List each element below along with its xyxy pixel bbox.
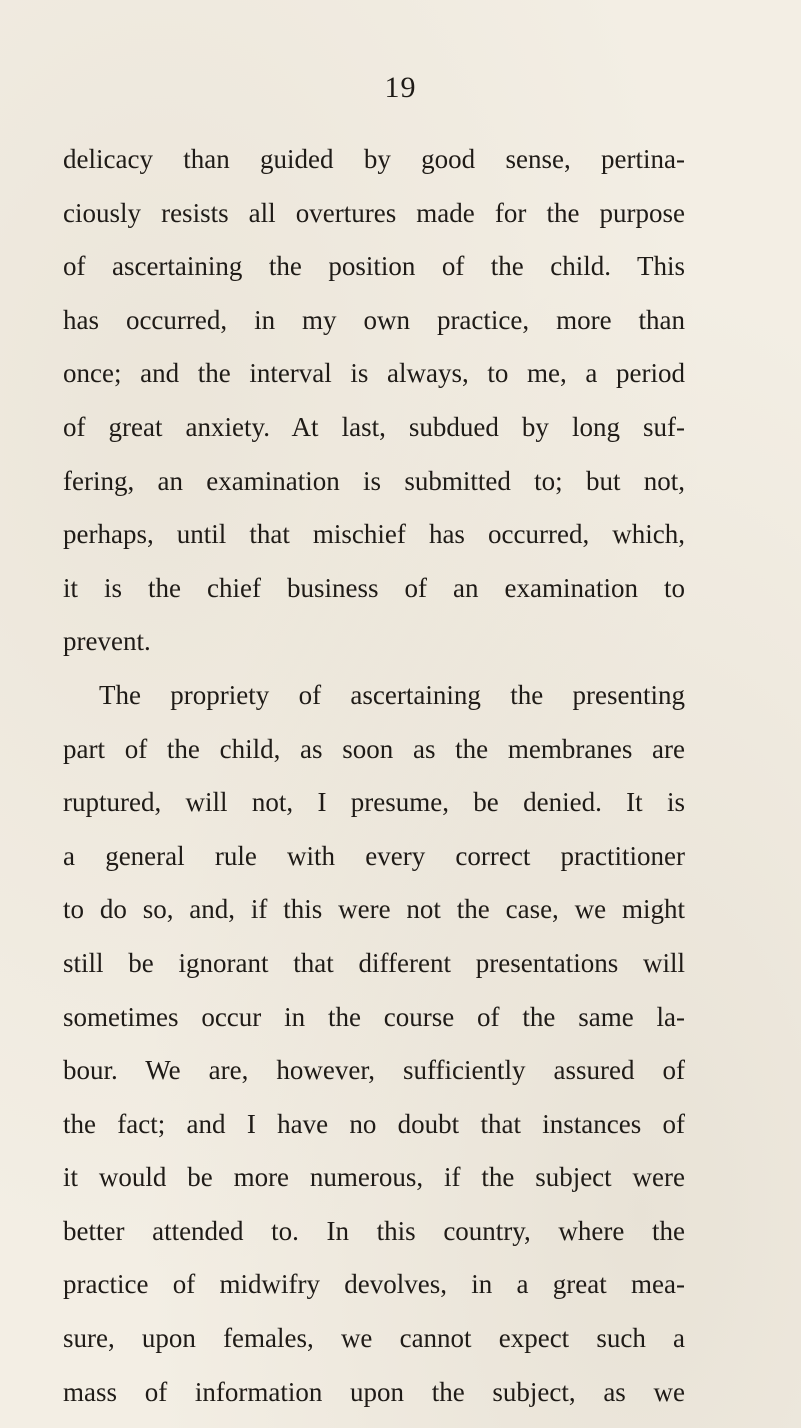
- text-line: better attended to. In this country, where the: [63, 1215, 685, 1246]
- body-text: [63, 133, 685, 1419]
- text-line: ruptured, will not, I presume, be denied. It is: [63, 787, 685, 818]
- text-line: practice of midwifry devolves, in a great mea-: [63, 1269, 685, 1300]
- text-line: part of the child, as soon as the membranes are: [63, 733, 685, 764]
- text-line: sure, upon females, we cannot expect such a: [63, 1323, 685, 1354]
- text-line: has occurred, in my own practice, more than: [63, 304, 685, 335]
- paragraph-start-line: The propriety of ascertaining the presenting: [99, 679, 685, 710]
- text-line: the fact; and I have no doubt that instances of: [63, 1108, 685, 1139]
- text-line: perhaps, until that mischief has occurred, which,: [63, 519, 685, 550]
- text-line: it is the chief business of an examination to: [63, 572, 685, 603]
- text-line: fering, an examination is submitted to; but not,: [63, 465, 685, 496]
- text-line: of great anxiety. At last, subdued by long suf-: [63, 411, 685, 442]
- text-line: bour. We are, however, sufficiently assured of: [63, 1055, 685, 1086]
- text-line: it would be more numerous, if the subject were: [63, 1162, 685, 1193]
- text-line: delicacy than guided by good sense, pertina-: [63, 144, 685, 174]
- text-line: ciously resists all overtures made for the purpose: [63, 197, 685, 228]
- text-line: once; and the interval is always, to me, a period: [63, 358, 685, 389]
- text-line: still be ignorant that different presentations will: [63, 947, 685, 978]
- text-line: to do so, and, if this were not the case, we might: [63, 894, 685, 925]
- text-line: of ascertaining the position of the child. This: [63, 251, 685, 282]
- text-line: mass of information upon the subject, as we: [63, 1376, 685, 1407]
- paragraph-end-line: prevent.: [63, 626, 151, 657]
- text-line: sometimes occur in the course of the same la-: [63, 1001, 685, 1032]
- text-line: a general rule with every correct practitioner: [63, 840, 685, 871]
- page-number: 19: [384, 71, 417, 104]
